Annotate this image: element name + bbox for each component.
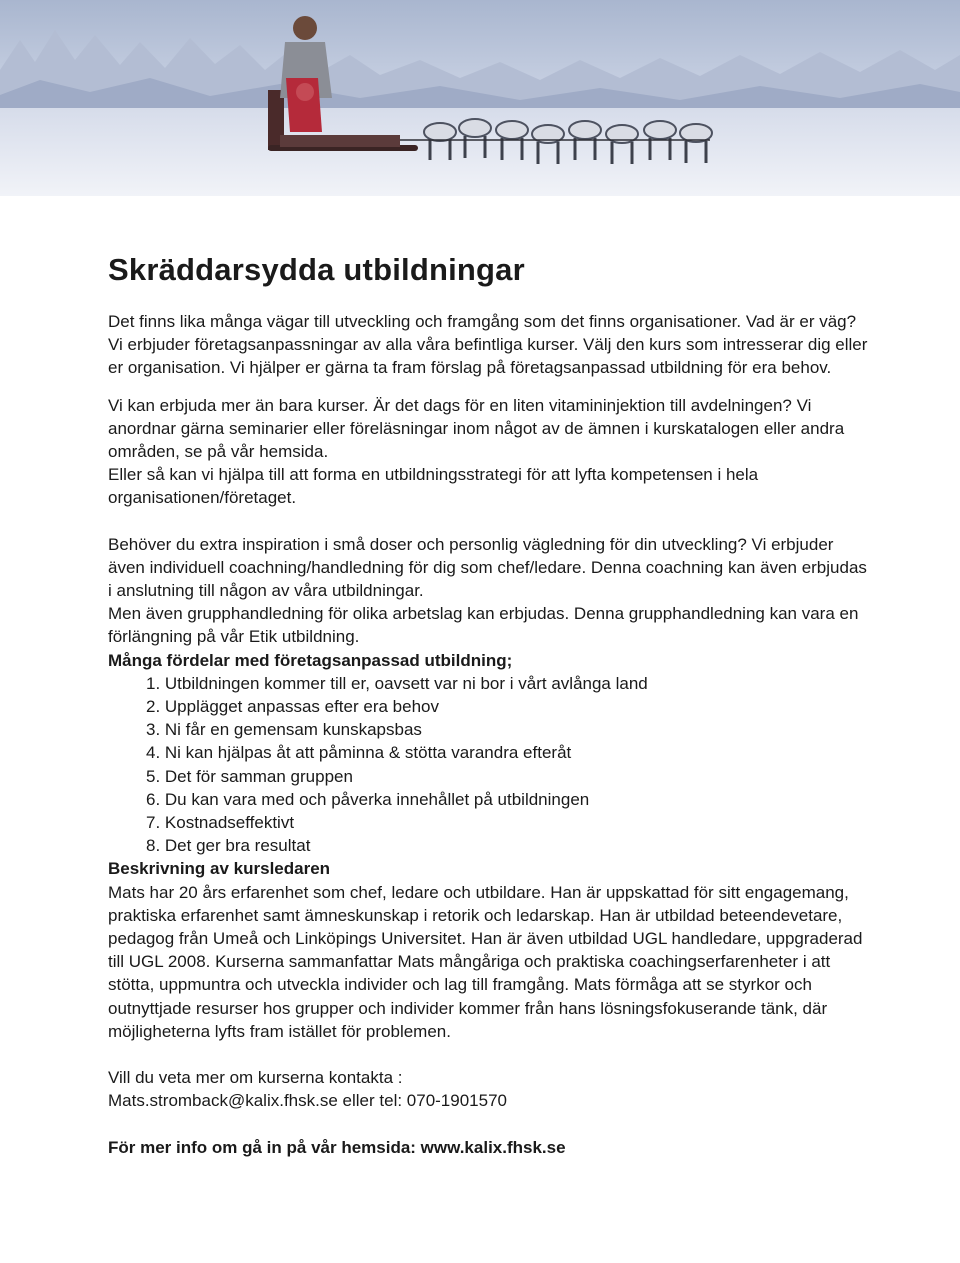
dog-sled-photo (0, 0, 960, 196)
offer-paragraph: Vi kan erbjuda mer än bara kurser. Är det dags för en liten vitamininjektion till avdelningen? Vi anordnar gärna seminarier eller föreläsningar inom något av de ämnen i kurskatalogen eller andra områden, se på vår hemsida. (108, 395, 845, 462)
group-paragraph: Men även grupphandledning för olika arbetslag kan erbjudas. Denna grupphandledning kan vara en förlängning på vår Etik utbildning. (108, 604, 859, 647)
contact-details: Mats.stromback@kalix.fhsk.se eller tel: 070-1901570 (108, 1091, 507, 1111)
list-item: 4. Ni kan hjälpas åt att påminna & stötta varandra efteråt (146, 743, 572, 763)
hero-photo (0, 0, 960, 196)
list-item: 8. Det ger bra resultat (146, 836, 311, 856)
page-title: Skräddarsydda utbildningar (108, 252, 525, 287)
benefits-heading: Många fördelar med företagsanpassad utbildning; (108, 650, 513, 670)
contact-intro: Vill du veta mer om kurserna kontakta : (108, 1068, 403, 1088)
leader-paragraph: Mats har 20 års erfarenhet som chef, ledare och utbildare. Han är uppskattad för sitt engagemang, praktiska erfarenhet samt ämneskunskap i retorik och ledarskap. Han är utbildad beteendevetare, pedagog från Umeå och Linköpings Universitet. Han är även utbildad UGL handledare, uppgraderad till UGL 2008. Kurserna sammanfattar Mats mångåriga och praktiska coachingserfarenheter i att stötta, uppmuntra och utveckla individer och lag till framgång. Mats förmåga att se styrkor och outnyttjade resurser hos grupper och individer kommer från hans lösningsfokuserande tänk, där möjligheterna lyfts fram istället för problemen. (108, 882, 863, 1041)
list-item: 1. Utbildningen kommer till er, oavsett var ni bor i vårt avlånga land (146, 673, 648, 693)
coaching-paragraph: Behöver du extra inspiration i små doser och personlig vägledning för din utveckling? Vi erbjuder även individuell coachning/handledning för dig som chef/ledare. Denna coachning kan även erbjudas i anslutning till någon av våra utbildningar. (108, 534, 867, 601)
footer-website: För mer info om gå in på vår hemsida: www.kalix.fhsk.se (108, 1137, 566, 1157)
list-item: 2. Upplägget anpassas efter era behov (146, 697, 439, 717)
strategy-paragraph: Eller så kan vi hjälpa till att forma en utbildningsstrategi för att lyfta kompetensen i hela organisationen/företaget. (108, 465, 759, 508)
benefits-list (108, 672, 868, 858)
list-item: 7. Kostnadseffektivt (146, 813, 295, 833)
intro-paragraph: Det finns lika många vägar till utveckling och framgång som det finns organisationer. Vad är er väg? Vi erbjuder företagsanpassningar av alla våra befintliga kurser. Välj den kurs som intresserar dig eller er organisation. Vi hjälper er gärna ta fram förslag på företagsanpassad utbildning för era behov. (108, 312, 868, 378)
list-item: 5. Det för samman gruppen (146, 766, 353, 786)
list-item: 3. Ni får en gemensam kunskapsbas (146, 720, 422, 740)
document-body (108, 250, 868, 1159)
list-item: 6. Du kan vara med och påverka innehållet på utbildningen (146, 789, 590, 809)
leader-heading: Beskrivning av kursledaren (108, 859, 331, 879)
